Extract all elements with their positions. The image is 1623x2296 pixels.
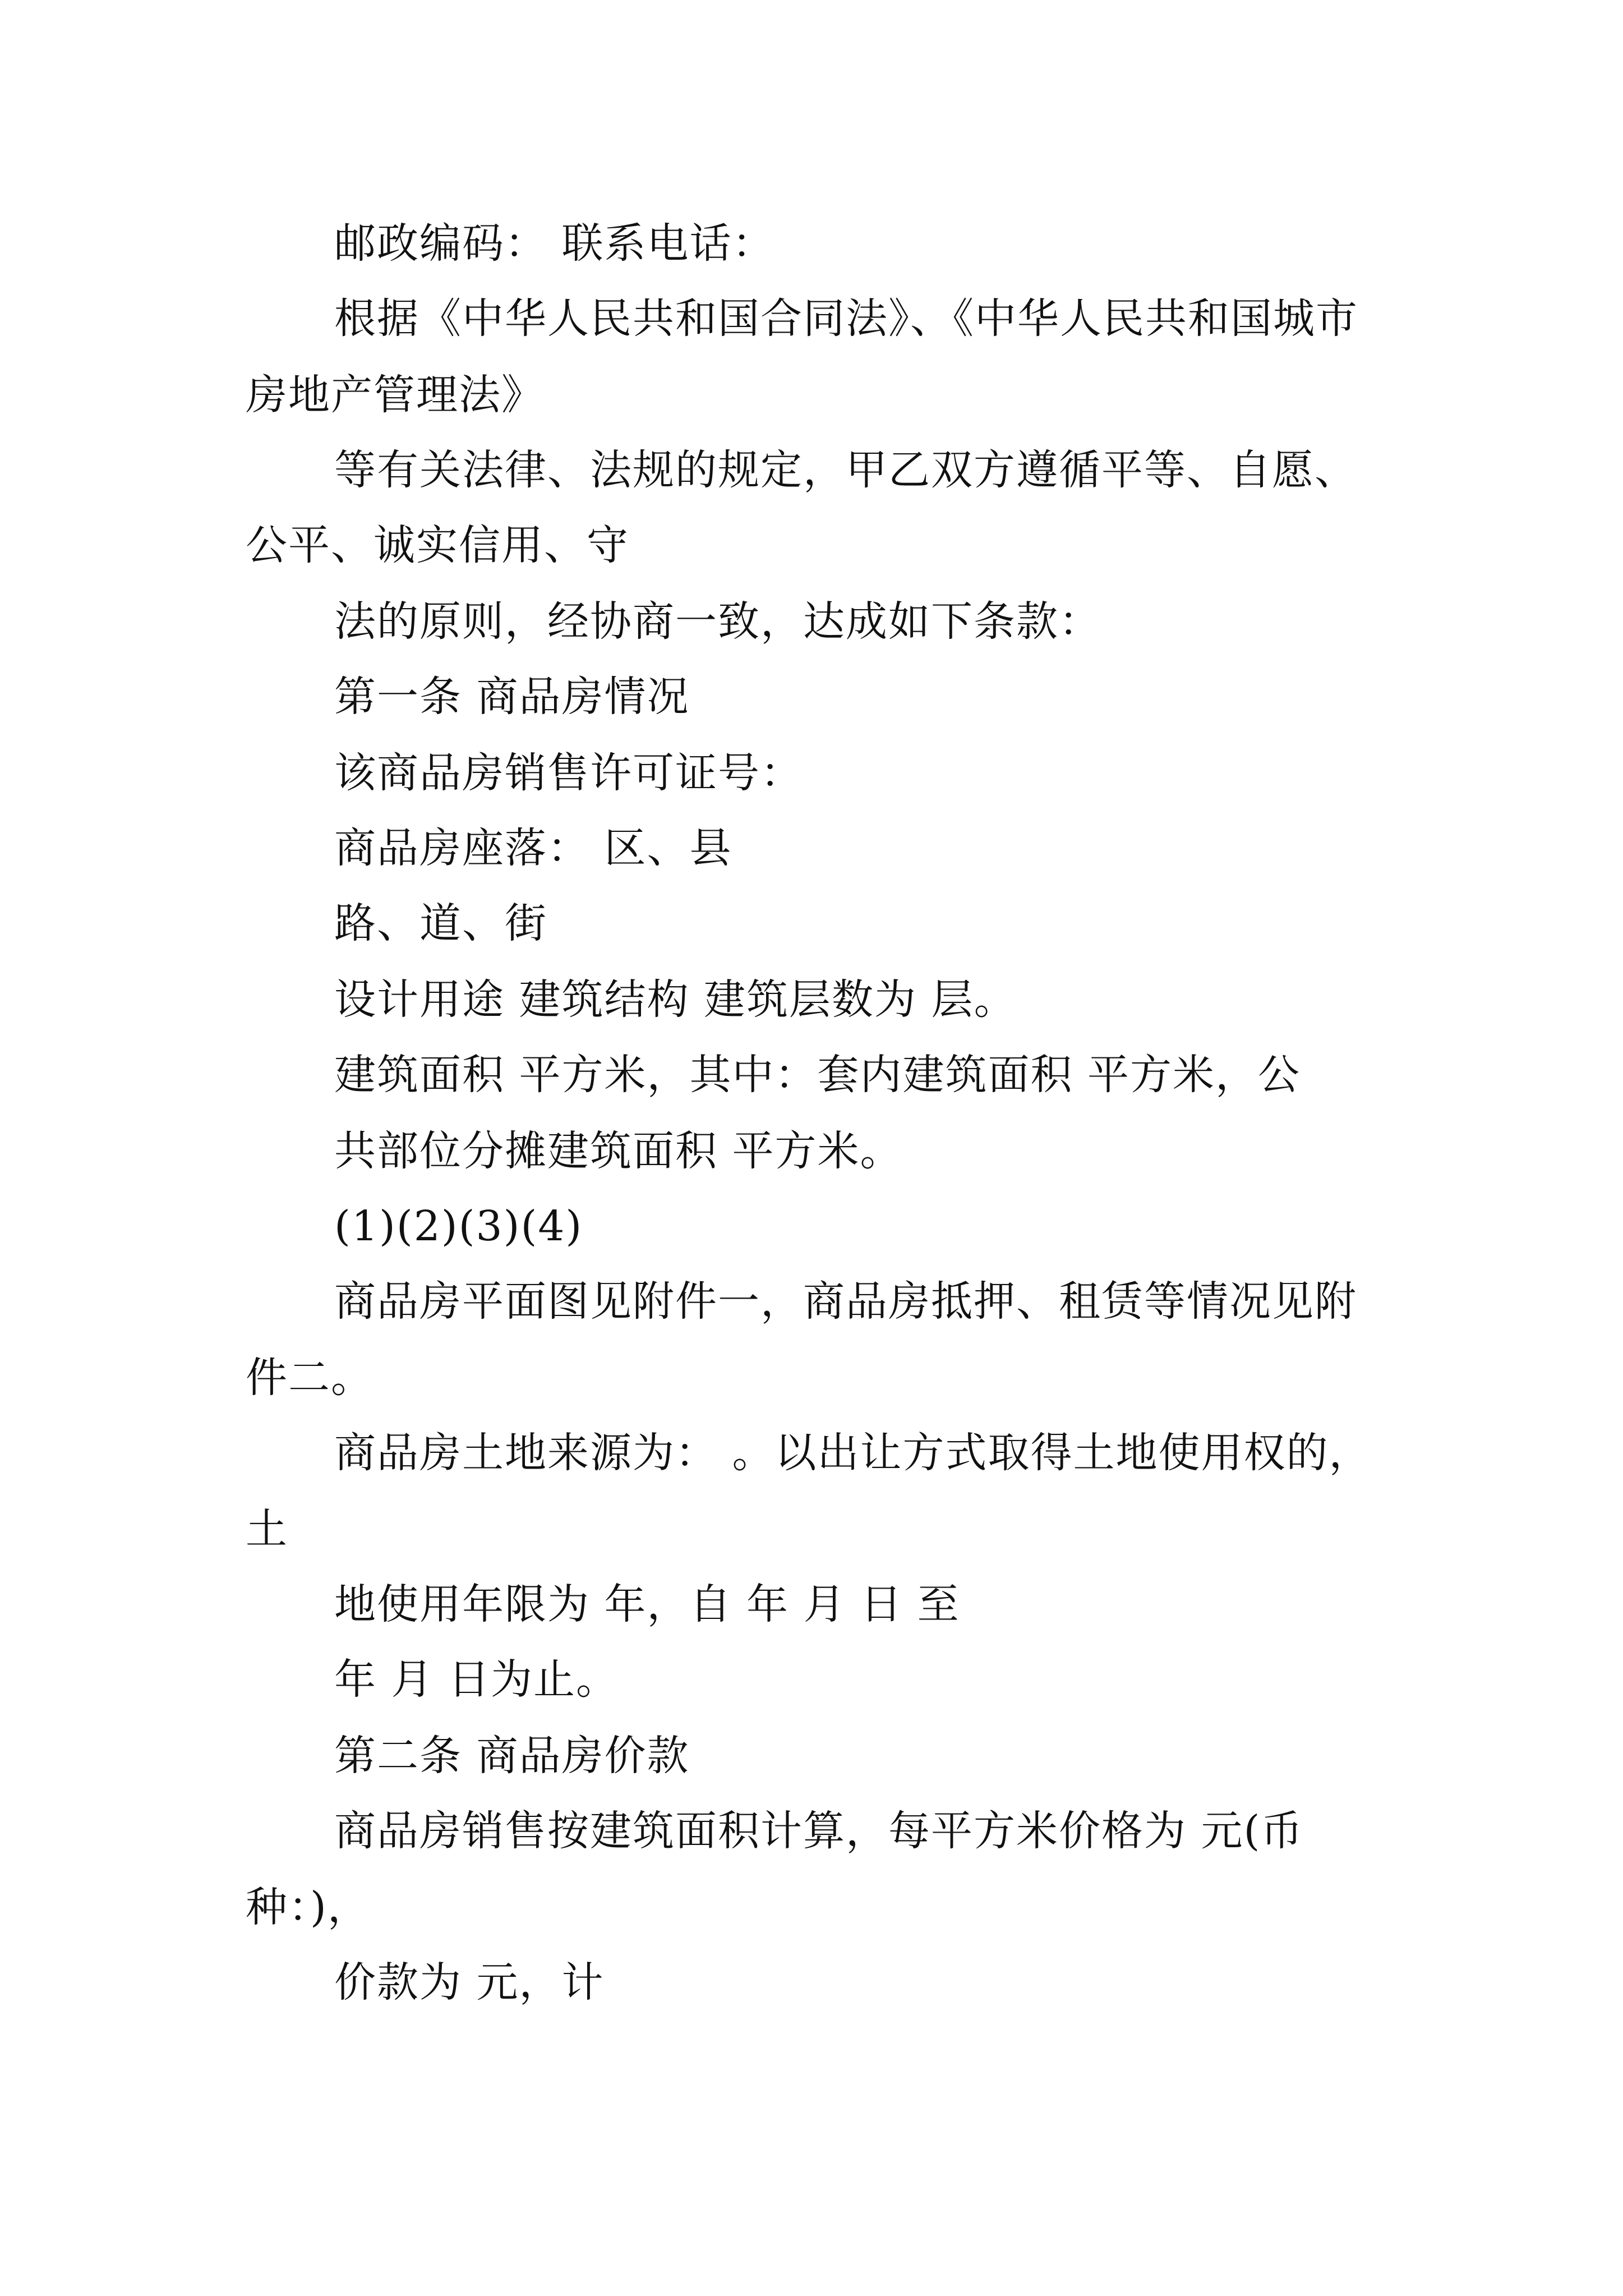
paragraph-line: 根据《中华人民共和国合同法》、《中华人民共和国城市 [334,295,1358,343]
paragraph-line: 商品房座落： 区、县 [334,824,732,872]
paragraph-line: 房地产管理法》 [246,371,544,419]
paragraph-line: 公平、诚实信用、守 [246,521,629,569]
paragraph-line: 共部位分摊建筑面积 平方米。 [334,1127,903,1175]
paragraph-line: 商品房销售按建筑面积计算，每平方米价格为 元(币 [334,1807,1304,1855]
article-two-heading: 第二条 商品房价款 [334,1732,690,1780]
paragraph-line: 路、道、街 [334,899,547,947]
paragraph-line: 建筑面积 平方米，其中：套内建筑面积 平方米，公 [334,1051,1301,1099]
paragraph-line: 商品房土地来源为： 。以出让方式取得土地使用权的， [334,1429,1372,1477]
paragraph-line: 土 [246,1505,288,1553]
paragraph-line: 该商品房销售许可证号： [334,749,803,797]
postal-code-phone-line: 邮政编码： 联系电话： [334,219,775,268]
paragraph-line: 年 月 日为止。 [334,1655,619,1704]
paragraph-line: 件二。 [246,1354,374,1402]
paragraph-line: 地使用年限为 年，自 年 月 日 至 [334,1580,960,1628]
paragraph-line: 价款为 元，计 [334,1958,605,2007]
paragraph-line: 商品房平面图见附件一，商品房抵押、租赁等情况见附 [334,1277,1357,1326]
article-one-heading: 第一条 商品房情况 [334,673,690,721]
paragraph-line: 法的原则，经协商一致，达成如下条款： [334,597,1101,646]
paragraph-line: (1)(2)(3)(4) [334,1202,583,1250]
paragraph-line: 设计用途 建筑结构 建筑层数为 层。 [334,976,1017,1024]
paragraph-line: 等有关法律、法规的规定，甲乙双方遵循平等、自愿、 [334,446,1357,494]
paragraph-line: 种：)， [246,1883,370,1931]
